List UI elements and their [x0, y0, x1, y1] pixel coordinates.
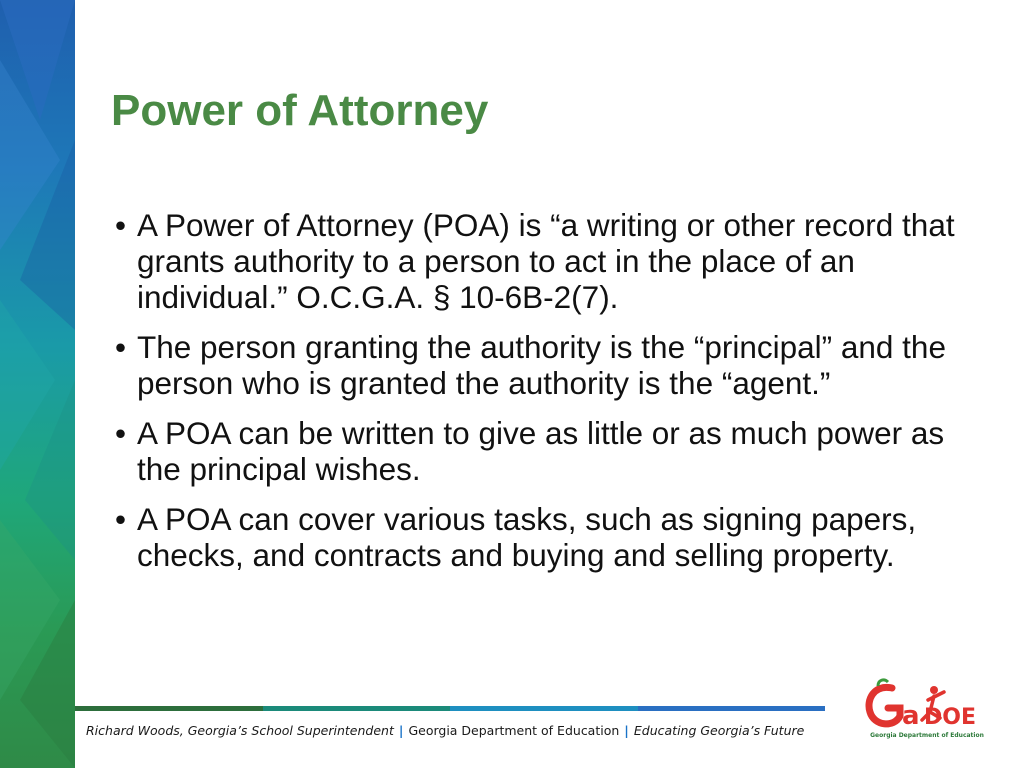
bullet-marker: • [115, 501, 127, 537]
bullet-item [111, 501, 971, 573]
logo-letter-a: a [902, 701, 920, 731]
decorative-side-band [0, 0, 75, 768]
bullet-text: The person granting the authority is the “principal” and the person who is granted the authority is the “agent.” [137, 329, 946, 401]
footer-divider [75, 706, 825, 711]
footer-divider-segment [75, 706, 263, 711]
bullet-marker: • [115, 207, 127, 243]
bullet-marker: • [115, 415, 127, 451]
footer [86, 723, 804, 738]
footer-divider-segment [450, 706, 638, 711]
bullet-text: A POA can cover various tasks, such as signing papers, checks, and contracts and buying and selling property. [137, 501, 917, 573]
logo-letters-doe: DOE [924, 705, 976, 730]
footer-superintendent: Richard Woods, Georgia’s School Superintendent [86, 723, 394, 738]
bullet-list [111, 207, 971, 587]
bullet-item [111, 207, 971, 315]
gadoe-logo [864, 678, 988, 742]
gadoe-logo-mark [864, 678, 988, 734]
logo-figure-head [930, 686, 938, 694]
footer-divider-segment [638, 706, 826, 711]
footer-slogan: Educating Georgia’s Future [633, 723, 805, 738]
bullet-text: A Power of Attorney (POA) is “a writing or other record that grants authority to a person to act in the place of an individual.” O.C.G.A. § 10-6B-2(7). [137, 207, 955, 315]
footer-separator: | [624, 723, 629, 738]
side-band-facets [0, 0, 75, 768]
bullet-item [111, 415, 971, 487]
bullet-item [111, 329, 971, 401]
bullet-text: A POA can be written to give as little or as much power as the principal wishes. [137, 415, 945, 487]
slide-title: Power of Attorney [111, 86, 489, 135]
footer-separator: | [398, 723, 404, 738]
logo-caption: Georgia Department of Education [870, 732, 984, 739]
footer-department: Georgia Department of Education [408, 723, 620, 738]
bullet-marker: • [115, 329, 127, 365]
footer-divider-segment [263, 706, 451, 711]
